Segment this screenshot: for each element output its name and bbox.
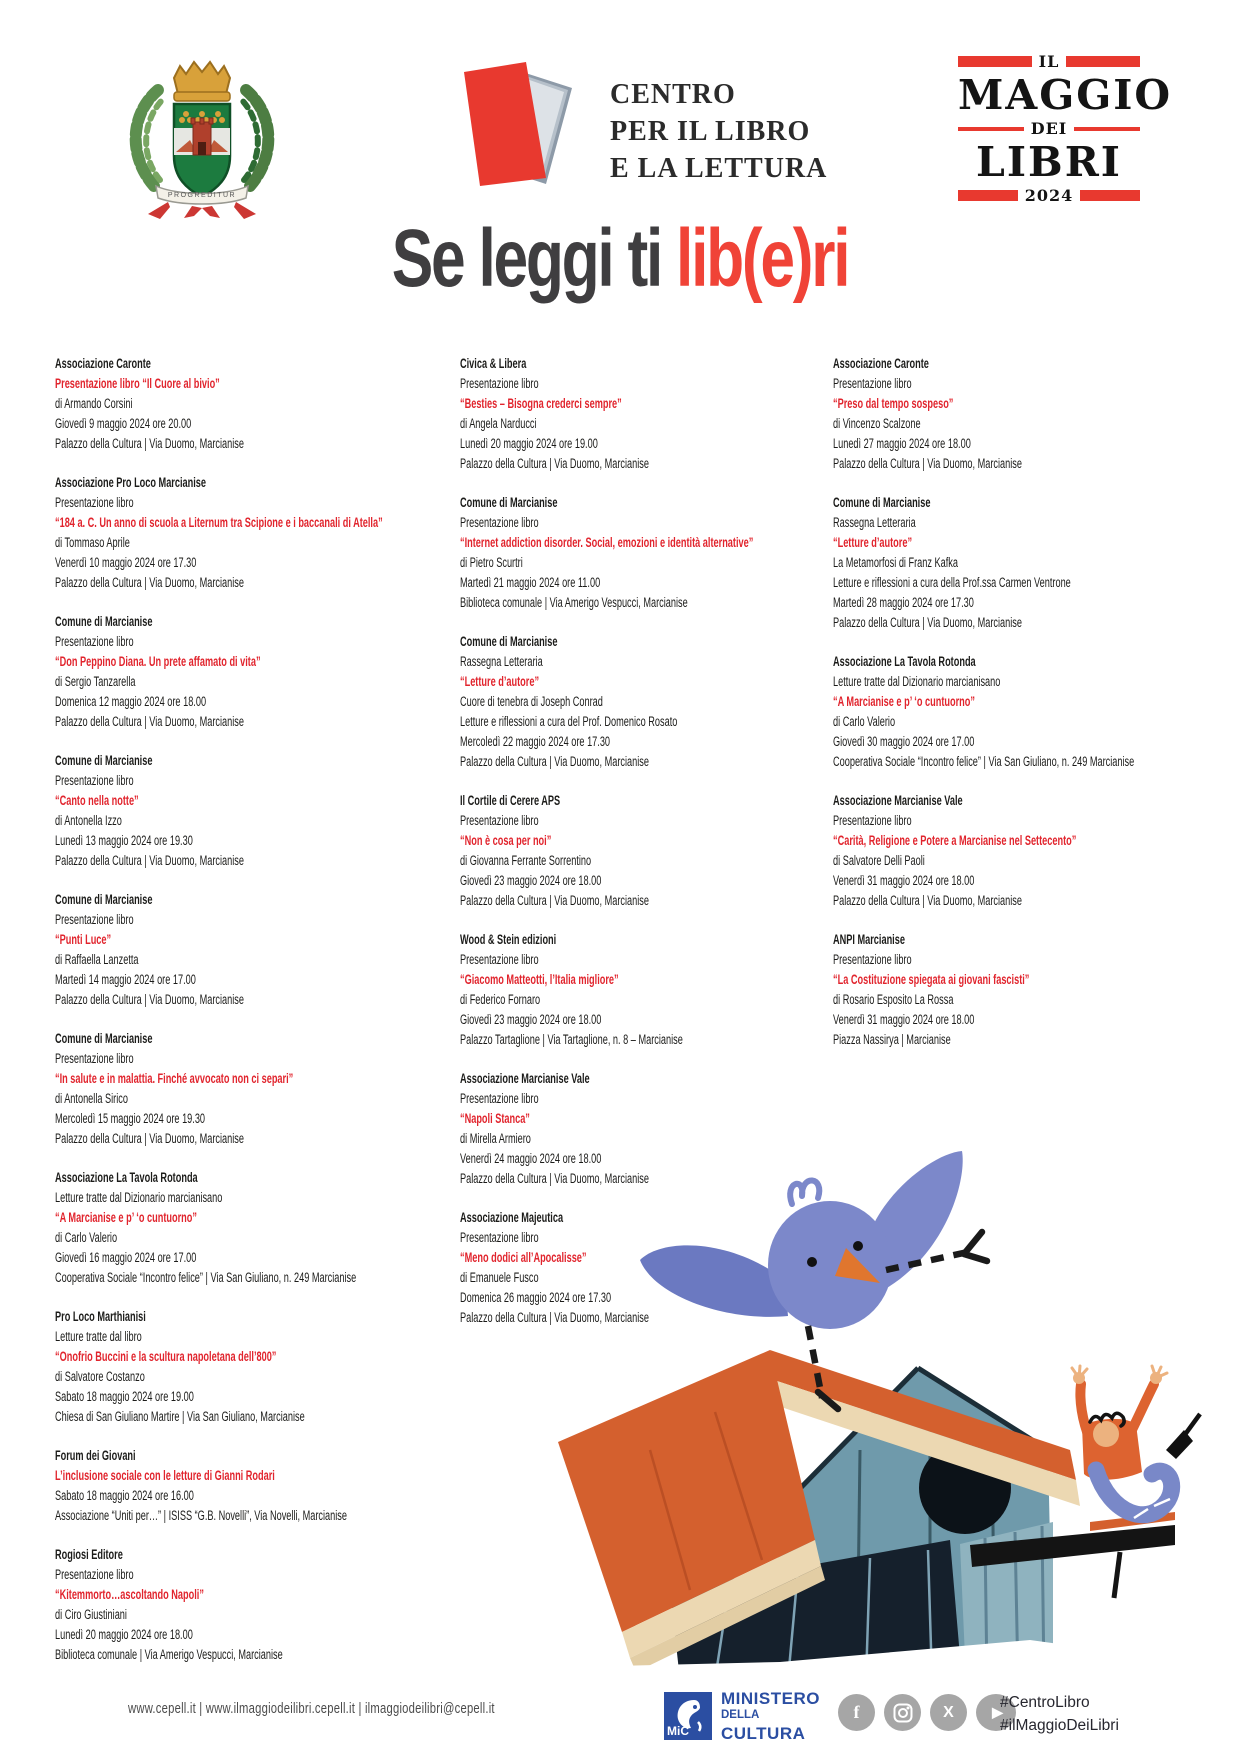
event-line: Palazzo della Cultura | Via Duomo, Marcianise <box>833 615 1022 630</box>
event-title: “Letture d’autore” <box>460 674 540 689</box>
event-line: Presentazione libro <box>55 1567 134 1582</box>
event-line: Giovedì 9 maggio 2024 ore 20.00 <box>55 416 192 431</box>
event-line: Giovedì 23 maggio 2024 ore 18.00 <box>460 873 602 888</box>
event-line: di Carlo Valerio <box>55 1230 118 1245</box>
hashtag-centrolibro: #CentroLibro <box>1000 1694 1090 1711</box>
instagram-icon <box>884 1694 921 1731</box>
event-line: Presentazione libro <box>460 515 539 530</box>
event-title: “184 a. C. Un anno di scuola a Liternum tra Scipione e i baccanali di Atella” <box>55 515 383 530</box>
event-line: di Sergio Tanzarella <box>55 674 136 689</box>
event-title: “Preso dal tempo sospeso” <box>833 396 954 411</box>
event-line: Palazzo della Cultura | Via Duomo, Marcianise <box>460 456 649 471</box>
event-line: Cuore di tenebra di Joseph Conrad <box>460 694 603 709</box>
event-line: Palazzo della Cultura | Via Duomo, Marcianise <box>55 1131 244 1146</box>
event-line: Martedì 28 maggio 2024 ore 17.30 <box>833 595 974 610</box>
event-item <box>833 652 1240 772</box>
event-title: “Non è cosa per noi” <box>460 833 552 848</box>
event-line: Domenica 26 maggio 2024 ore 17.30 <box>460 1290 612 1305</box>
event-title: “Punti Luce” <box>55 932 112 947</box>
maggio-dei: DEI <box>1030 119 1068 138</box>
event-organizer: Comune di Marcianise <box>833 495 931 510</box>
event-organizer: Associazione Caronte <box>55 356 151 371</box>
event-line: Venerdì 10 maggio 2024 ore 17.30 <box>55 555 197 570</box>
event-line: Presentazione libro <box>460 813 539 828</box>
event-line: Palazzo della Cultura | Via Duomo, Marcianise <box>55 853 244 868</box>
page-title-dark: Se leggi ti <box>391 213 677 304</box>
event-line: Domenica 12 maggio 2024 ore 18.00 <box>55 694 207 709</box>
event-line: Palazzo della Cultura | Via Duomo, Marcianise <box>460 1310 649 1325</box>
ministero-cultura-logo <box>664 1690 820 1742</box>
event-line: Presentazione libro <box>55 773 134 788</box>
x-icon: X <box>930 1694 967 1731</box>
event-item <box>460 493 891 613</box>
event-line: Chiesa di San Giuliano Martire | Via San Giuliano, Marcianise <box>55 1409 305 1424</box>
event-title: “In salute e in malattia. Finché avvocato non ci separi” <box>55 1071 294 1086</box>
red-bar <box>1080 190 1140 201</box>
cepell-logo <box>450 60 827 188</box>
event-line: di Emanuele Fusco <box>460 1270 539 1285</box>
event-organizer: Associazione La Tavola Rotonda <box>55 1170 198 1185</box>
event-line: Presentazione libro <box>55 634 134 649</box>
event-line: Presentazione libro <box>460 952 539 967</box>
event-line: Presentazione libro <box>833 952 912 967</box>
event-line: di Carlo Valerio <box>833 714 896 729</box>
event-line: di Armando Corsini <box>55 396 133 411</box>
event-title: “Meno dodici all’Apocalisse” <box>460 1250 587 1265</box>
event-organizer: Comune di Marcianise <box>55 1031 153 1046</box>
event-item <box>460 930 891 1050</box>
event-line: Lunedì 20 maggio 2024 ore 18.00 <box>55 1627 193 1642</box>
event-line: Cooperativa Sociale “Incontro felice” | Via San Giuliano, n. 249 Marcianise <box>833 754 1135 769</box>
event-title: “Canto nella notte” <box>55 793 139 808</box>
open-book-icon <box>450 60 598 188</box>
event-line: di Raffaella Lanzetta <box>55 952 139 967</box>
event-line: Palazzo Tartaglione | Via Tartaglione, n. 8 – Marcianise <box>460 1032 683 1047</box>
event-organizer: Wood & Stein edizioni <box>460 932 557 947</box>
event-line: di Pietro Scurtri <box>460 555 523 570</box>
event-line: Biblioteca comunale | Via Amerigo Vespucci, Marcianise <box>460 595 688 610</box>
ministry-line1: MINISTERO <box>721 1689 820 1708</box>
event-line: di Salvatore Costanzo <box>55 1369 145 1384</box>
event-line: di Antonella Izzo <box>55 813 122 828</box>
event-title: “A Marcianise e p’ ‘o cuntuorno” <box>55 1210 197 1225</box>
event-line: Martedì 21 maggio 2024 ore 11.00 <box>460 575 601 590</box>
event-line: di Angela Narducci <box>460 416 537 431</box>
event-line: di Antonella Sirico <box>55 1091 128 1106</box>
event-organizer: Forum dei Giovani <box>55 1448 136 1463</box>
mic-abbr: MiC <box>667 1723 689 1738</box>
event-line: Sabato 18 maggio 2024 ore 16.00 <box>55 1488 194 1503</box>
event-title: Presentazione libro “Il Cuore al bivio” <box>55 376 220 391</box>
event-line: Mercoledì 15 maggio 2024 ore 19.30 <box>55 1111 206 1126</box>
event-title: “Besties – Bisogna crederci sempre” <box>460 396 622 411</box>
event-item <box>55 1545 537 1665</box>
event-title: “Internet addiction disorder. Social, emozioni e identità alternative” <box>460 535 754 550</box>
event-title: “Letture d’autore” <box>833 535 913 550</box>
event-line: Giovedì 16 maggio 2024 ore 17.00 <box>55 1250 197 1265</box>
red-bar <box>958 127 1024 131</box>
event-line: Presentazione libro <box>833 376 912 391</box>
event-line: Presentazione libro <box>55 495 134 510</box>
social-icons <box>838 1694 1016 1731</box>
maggio-word2: LIBRI <box>976 138 1122 186</box>
event-organizer: Associazione Marcianise Vale <box>833 793 963 808</box>
event-organizer: Associazione Caronte <box>833 356 929 371</box>
page-title <box>149 212 1091 306</box>
event-organizer: Comune di Marcianise <box>460 634 558 649</box>
event-line: Palazzo della Cultura | Via Duomo, Marcianise <box>460 1171 649 1186</box>
event-line: La Metamorfosi di Franz Kafka <box>833 555 959 570</box>
event-line: Rassegna Letteraria <box>833 515 916 530</box>
hashtag-ilmaggiodeilibri: #ilMaggioDeiLibri <box>1000 1717 1119 1734</box>
event-title: “La Costituzione spiegata ai giovani fascisti” <box>833 972 1030 987</box>
event-title: “Don Peppino Diana. Un prete affamato di vita” <box>55 654 261 669</box>
event-item <box>460 791 891 911</box>
event-organizer: Comune di Marcianise <box>55 614 153 629</box>
event-line: di Giovanna Ferrante Sorrentino <box>460 853 592 868</box>
event-line: Palazzo della Cultura | Via Duomo, Marcianise <box>833 893 1022 908</box>
maggio-il: IL <box>1038 52 1060 71</box>
event-organizer: Associazione Majeutica <box>460 1210 564 1225</box>
event-line: Venerdì 31 maggio 2024 ore 18.00 <box>833 873 975 888</box>
event-line: Presentazione libro <box>55 912 134 927</box>
event-item <box>55 1446 537 1526</box>
event-title: “Onofrio Buccini e la scultura napoletana dell’800” <box>55 1349 277 1364</box>
event-line: Letture e riflessioni a cura della Prof.ssa Carmen Ventrone <box>833 575 1071 590</box>
event-line: di Ciro Giustiniani <box>55 1607 127 1622</box>
event-line: Palazzo della Cultura | Via Duomo, Marcianise <box>55 992 244 1007</box>
cepell-line3: E LA LETTURA <box>610 153 828 184</box>
ministry-line2: DELLA <box>721 1709 760 1721</box>
event-line: Letture e riflessioni a cura del Prof. Domenico Rosato <box>460 714 678 729</box>
event-line: Letture tratte dal Dizionario marcianisano <box>55 1190 223 1205</box>
event-line: Presentazione libro <box>55 1051 134 1066</box>
event-line: di Federico Fornaro <box>460 992 541 1007</box>
marcianise-crest <box>116 56 288 222</box>
hashtags <box>1000 1691 1119 1737</box>
event-line: Lunedì 13 maggio 2024 ore 19.30 <box>55 833 193 848</box>
event-organizer: Comune di Marcianise <box>55 892 153 907</box>
maggio-year: 2024 <box>1024 186 1074 205</box>
footer-links: www.cepell.it | www.ilmaggiodeilibri.cepell.it | ilmaggiodeilibri@cepell.it <box>128 1700 495 1717</box>
event-organizer: Associazione Pro Loco Marcianise <box>55 475 207 490</box>
event-line: Associazione “Uniti per…” | ISISS “G.B. Novelli”, Via Novelli, Marcianise <box>55 1508 347 1523</box>
cepell-line2: PER IL LIBRO <box>610 116 811 147</box>
event-line: Presentazione libro <box>460 376 539 391</box>
event-organizer: Pro Loco Marthianisi <box>55 1309 146 1324</box>
event-organizer: Comune di Marcianise <box>460 495 558 510</box>
event-organizer: Il Cortile di Cerere APS <box>460 793 561 808</box>
event-title: L’inclusione sociale con le letture di Gianni Rodari <box>55 1468 275 1483</box>
facebook-icon: f <box>838 1694 875 1731</box>
event-item <box>833 493 1240 633</box>
event-line: Piazza Nassirya | Marcianise <box>833 1032 951 1047</box>
page-title-red: lib(e)ri <box>676 213 849 304</box>
event-organizer: Rogiosi Editore <box>55 1547 123 1562</box>
event-line: Letture tratte dal libro <box>55 1329 142 1344</box>
event-line: Giovedì 23 maggio 2024 ore 18.00 <box>460 1012 602 1027</box>
crest-motto: PROGREDITUR <box>167 192 237 199</box>
red-bar <box>958 190 1018 201</box>
event-line: Presentazione libro <box>460 1091 539 1106</box>
event-organizer: ANPI Marcianise <box>833 932 905 947</box>
event-title: “Napoli Stanca” <box>460 1111 530 1126</box>
event-organizer: Comune di Marcianise <box>55 753 153 768</box>
event-line: Lunedì 27 maggio 2024 ore 18.00 <box>833 436 971 451</box>
event-organizer: Associazione Marcianise Vale <box>460 1071 590 1086</box>
youtube-icon: ▶ <box>976 1694 1016 1731</box>
event-line: Lunedì 20 maggio 2024 ore 19.00 <box>460 436 598 451</box>
event-item <box>460 632 891 772</box>
event-title: “Kitemmorto…ascoltando Napoli” <box>55 1587 204 1602</box>
event-line: di Vincenzo Scalzone <box>833 416 921 431</box>
event-line: Cooperativa Sociale “Incontro felice” | Via San Giuliano, n. 249 Marcianise <box>55 1270 357 1285</box>
event-column-3 <box>833 354 1240 1069</box>
event-line: Rassegna Letteraria <box>460 654 543 669</box>
event-title: “Giacomo Matteotti, l’Italia migliore” <box>460 972 619 987</box>
ministry-line3: CULTURA <box>721 1723 806 1743</box>
event-line: Giovedì 30 maggio 2024 ore 17.00 <box>833 734 975 749</box>
event-line: Palazzo della Cultura | Via Duomo, Marcianise <box>833 456 1022 471</box>
event-line: Venerdì 24 maggio 2024 ore 18.00 <box>460 1151 602 1166</box>
event-line: Palazzo della Cultura | Via Duomo, Marcianise <box>55 575 244 590</box>
event-line: Sabato 18 maggio 2024 ore 19.00 <box>55 1389 194 1404</box>
event-line: di Tommaso Aprile <box>55 535 130 550</box>
event-line: Biblioteca comunale | Via Amerigo Vespucci, Marcianise <box>55 1647 283 1662</box>
event-title: “Carità, Religione e Potere a Marcianise nel Settecento” <box>833 833 1077 848</box>
red-bar <box>1066 56 1140 67</box>
maggio-dei-libri-logo <box>958 50 1173 207</box>
red-bar <box>1074 127 1140 131</box>
event-line: Presentazione libro <box>460 1230 539 1245</box>
event-line: di Mirella Armiero <box>460 1131 531 1146</box>
event-line: Palazzo della Cultura | Via Duomo, Marcianise <box>55 436 244 451</box>
event-line: Mercoledì 22 maggio 2024 ore 17.30 <box>460 734 611 749</box>
event-line: Palazzo della Cultura | Via Duomo, Marcianise <box>55 714 244 729</box>
event-item <box>833 354 1240 474</box>
cepell-line1: CENTRO <box>610 79 736 110</box>
event-line: Palazzo della Cultura | Via Duomo, Marcianise <box>460 754 649 769</box>
red-bar <box>958 56 1032 67</box>
event-title: “A Marcianise e p’ ‘o cuntuorno” <box>833 694 975 709</box>
event-organizer: Civica & Libera <box>460 356 527 371</box>
event-line: Venerdì 31 maggio 2024 ore 18.00 <box>833 1012 975 1027</box>
event-organizer: Associazione La Tavola Rotonda <box>833 654 976 669</box>
event-line: di Rosario Esposito La Rossa <box>833 992 954 1007</box>
event-line: Presentazione libro <box>833 813 912 828</box>
event-item <box>833 930 1240 1050</box>
event-line: Martedì 14 maggio 2024 ore 17.00 <box>55 972 196 987</box>
event-item <box>833 791 1240 911</box>
event-line: Letture tratte dal Dizionario marcianisano <box>833 674 1001 689</box>
event-line: Palazzo della Cultura | Via Duomo, Marcianise <box>460 893 649 908</box>
mic-logo-icon <box>664 1692 712 1740</box>
event-item <box>460 354 891 474</box>
bird-birdhouse-illustration <box>530 1120 1220 1680</box>
event-line: di Salvatore Delli Paoli <box>833 853 925 868</box>
maggio-word1: MAGGIO <box>958 71 1173 119</box>
